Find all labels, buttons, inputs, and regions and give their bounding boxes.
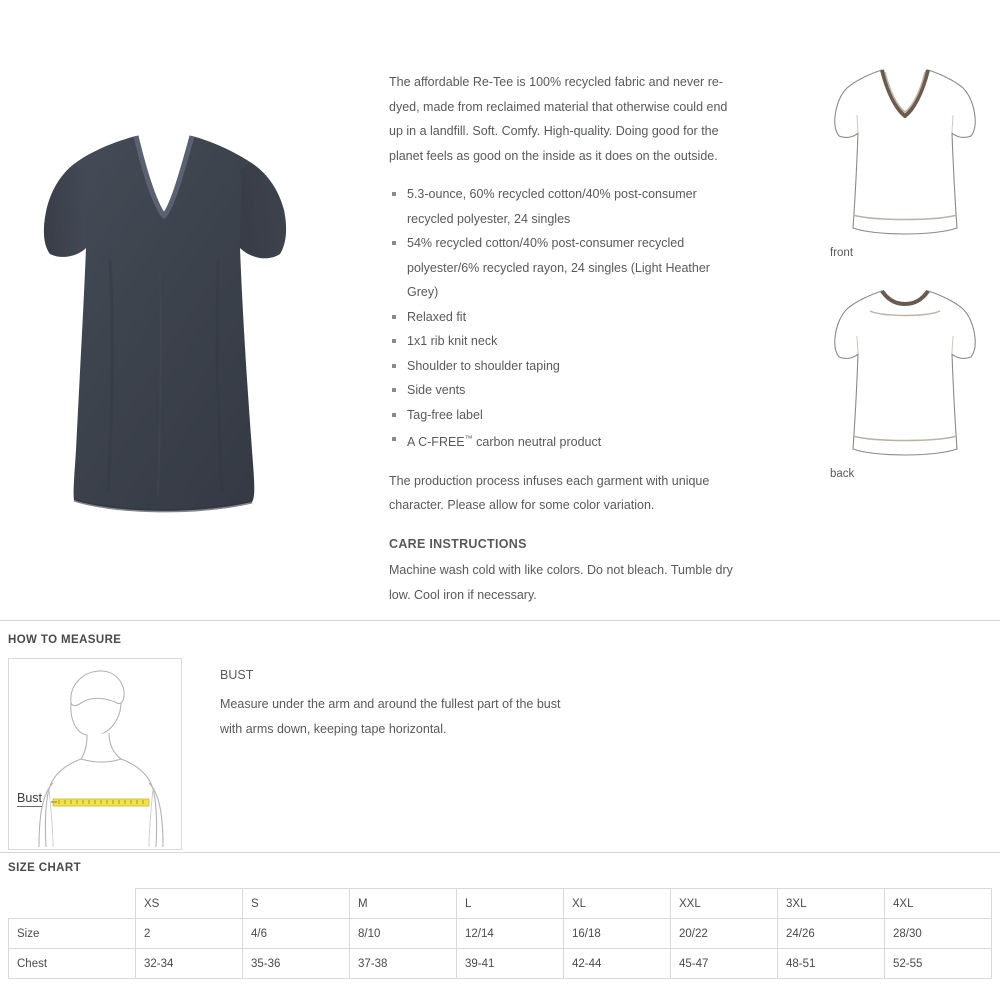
table-row [9,949,992,979]
list-item: 5.3-ounce, 60% recycled cotton/40% post-consumer recycled polyester, 24 singles [389,182,734,231]
divider-how-to-measure [0,620,1000,621]
care-instructions-heading: CARE INSTRUCTIONS [389,536,527,551]
carbon-label-post: carbon neutral product [472,435,602,450]
measure-description-line1: Measure under the arm and around the fullest part of the bust [220,697,561,711]
list-item: Relaxed fit [389,305,734,330]
list-item: Shoulder to shoulder taping [389,354,734,379]
list-item: Tag-free label [389,403,734,428]
tee-front-line-drawing [830,60,980,240]
table-cell: 8/10 [350,919,457,949]
list-item: 54% recycled cotton/40% post-consumer recycled polyester/6% recycled rayon, 24 singles (Light Heather Grey) [389,231,734,305]
how-to-measure-heading: HOW TO MEASURE [8,634,122,646]
table-cell: 24/26 [778,919,885,949]
list-item: 1x1 rib knit neck [389,329,734,354]
column-header: L [457,889,564,919]
product-description-text: The affordable Re-Tee is 100% recycled fabric and never re-dyed, made from reclaimed material that otherwise could end up in a landfill. Soft. Comfy. High-quality. Doing good for the planet feels as good on the inside as it does on the outside. [389,75,728,163]
lineart-front [830,60,990,259]
tee-photo-illustration [40,120,330,520]
table-cell: 45-47 [671,949,778,979]
column-header: S [243,889,350,919]
care-instructions-text: Machine wash cold with like colors. Do not bleach. Tumble dry low. Cool iron if necessary. [389,563,733,602]
size-chart-table-wrapper [8,888,992,979]
row-label: Chest [9,949,136,979]
product-photo [40,120,330,520]
column-header: M [350,889,457,919]
size-chart-table [8,888,992,979]
table-cell: 28/30 [885,919,992,949]
lineart-back-caption: back [830,468,855,480]
measure-description-line2: with arms down, keeping tape horizontal. [220,722,447,736]
list-item-carbon-neutral [389,427,734,455]
row-label: Size [9,919,136,949]
table-cell: 39-41 [457,949,564,979]
measure-figure-label: Bust [17,791,43,805]
table-cell: 4/6 [243,919,350,949]
table-cell: 20/22 [671,919,778,949]
bust-measure-illustration [9,659,179,847]
measure-figure [8,658,182,850]
table-cell: 12/14 [457,919,564,949]
size-chart-heading: SIZE CHART [8,862,81,874]
table-header-row [9,889,992,919]
table-cell: 52-55 [885,949,992,979]
table-cell: 32-34 [136,949,243,979]
table-cell: 16/18 [564,919,671,949]
table-cell: 42-44 [564,949,671,979]
tee-back-line-drawing [830,281,980,461]
table-corner-cell [9,889,136,919]
column-header: XS [136,889,243,919]
table-row [9,919,992,949]
table-cell: 2 [136,919,243,949]
trademark-symbol: ™ [464,434,473,443]
production-note-text: The production process infuses each garment with unique character. Please allow for some color variation. [389,473,710,513]
measure-instructions [220,666,740,742]
product-feature-list [389,182,734,455]
lineart-column [830,60,990,502]
table-cell: 35-36 [243,949,350,979]
lineart-front-caption: front [830,247,854,259]
column-header: 4XL [885,889,992,919]
product-description-column [389,70,734,621]
table-cell: 37-38 [350,949,457,979]
divider-size-chart [0,852,1000,853]
measure-title: BUST [220,668,254,682]
carbon-label-pre: A C-FREE [407,435,465,450]
column-header: 3XL [778,889,885,919]
table-cell: 48-51 [778,949,885,979]
column-header: XXL [671,889,778,919]
list-item: Side vents [389,378,734,403]
column-header: XL [564,889,671,919]
lineart-back [830,281,990,480]
